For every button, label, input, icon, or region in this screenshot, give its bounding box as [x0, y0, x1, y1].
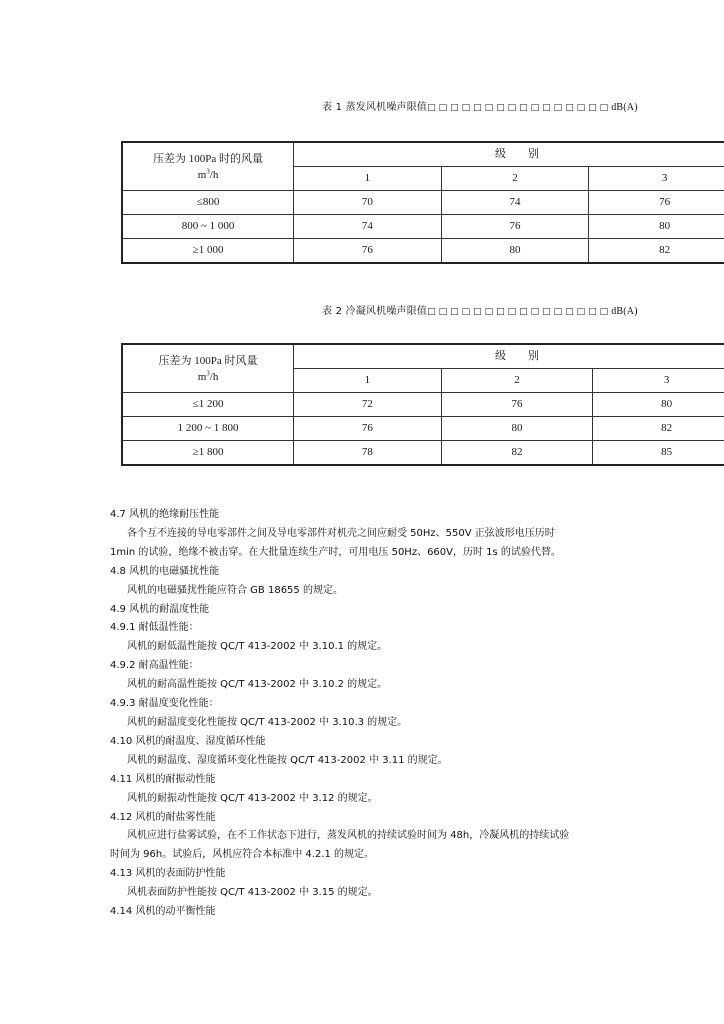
table2-header-flow-line1: 压差为 100Pa 时风量	[158, 354, 258, 367]
cell: 76	[441, 393, 593, 417]
cell: 80	[441, 239, 589, 264]
table1-caption-text: 表 1 蒸发风机噪声限值	[322, 102, 428, 113]
paragraph-line: 风机应进行盐雾试验，在不工作状态下进行，蒸发风机的持续试验时间为 48h，冷凝风机的持续试验	[127, 830, 570, 842]
section-line: 4.9.1 耐低温性能：	[110, 622, 199, 634]
table1-grade-header: 级 别	[294, 142, 724, 167]
paragraph-line: 各个互不连接的导电零部件之间及导电零部件对机壳之间应耐受 50Hz、550V 正弦波形电压历时	[127, 527, 555, 539]
table1-caption	[322, 98, 638, 113]
table2-grade: 1	[294, 369, 442, 393]
table2-header-flow	[122, 344, 294, 393]
section-line: 4.9 风机的耐温度性能	[110, 603, 210, 615]
table-row	[122, 441, 724, 466]
placeholder-boxes: □□□□□□□□□□□□□□□□	[427, 103, 612, 113]
paragraph-line: 风机的电磁骚扰性能应符合 GB 18655 的规定。	[127, 584, 343, 596]
cell: 76	[294, 239, 442, 264]
section-line: 4.9.2 耐高温性能：	[110, 660, 199, 672]
cell: 80	[441, 417, 593, 441]
cell: 82	[589, 239, 724, 264]
cell: 82	[441, 441, 593, 466]
table1-grade: 1	[294, 167, 442, 191]
table2-unit: dB(A)	[611, 306, 638, 317]
cell: 76	[294, 417, 442, 441]
table-row	[122, 215, 724, 239]
row-label: ≤1 200	[122, 393, 294, 417]
row-label: ≥1 000	[122, 239, 294, 264]
cell: 85	[593, 441, 724, 466]
table-row	[122, 417, 724, 441]
section-line: 4.7 风机的绝缘耐压性能	[110, 509, 220, 520]
section-line: 4.10 风机的耐温度、湿度循环性能	[110, 735, 266, 747]
cell: 74	[441, 191, 589, 215]
section-line: 4.9.3 耐温度变化性能：	[110, 698, 219, 710]
row-label: ≥1 800	[122, 441, 294, 466]
table1-header-flow	[122, 142, 294, 191]
table2-grade-header: 级 别	[294, 344, 724, 369]
section-line: 时间为 96h。试验后，风机应符合本标准中 4.2.1 的规定。	[110, 849, 375, 861]
table2-grade: 2	[441, 369, 593, 393]
cell: 70	[294, 191, 442, 215]
cell: 76	[441, 215, 589, 239]
cell: 82	[593, 417, 724, 441]
table2-header-flow-line2: $m^3/h$	[197, 368, 219, 383]
table2-grade: 3	[593, 369, 724, 393]
section-line: 4.8 风机的电磁骚扰性能	[110, 565, 220, 577]
section-line: 4.13 风机的表面防护性能	[110, 868, 226, 880]
table1-header-flow-line2: $m^3/h$	[197, 166, 219, 181]
table2-caption-text: 表 2 冷凝风机噪声限值	[322, 306, 428, 317]
paragraph-line: 风机的耐温度变化性能按 QC/T 413-2002 中 3.10.3 的规定。	[127, 716, 408, 728]
paragraph-line: 风机的耐温度、湿度循环变化性能按 QC/T 413-2002 中 3.11 的规定。	[127, 754, 448, 766]
cell: 80	[593, 393, 724, 417]
section-line: 4.12 风机的耐盐雾性能	[110, 811, 216, 823]
placeholder-boxes: □□□□□□□□□□□□□□□□	[427, 307, 612, 317]
paragraph-line: 风机表面防护性能按 QC/T 413-2002 中 3.15 的规定。	[127, 887, 378, 899]
row-label: ≤800	[122, 191, 294, 215]
table-row	[122, 239, 724, 264]
table1-grade: 2	[441, 167, 589, 191]
section-line: 1min 的试验，绝缘不被击穿。在大批量连续生产时，可用电压 50Hz、660V，历时 1s 的试验代替。	[110, 546, 561, 558]
table1-grade: 3	[589, 167, 724, 191]
section-line: 4.14 风机的动平衡性能	[110, 906, 216, 918]
row-label: 1 200 ~ 1 800	[122, 417, 294, 441]
body-text	[110, 506, 615, 922]
cell: 74	[294, 215, 442, 239]
cell: 76	[589, 191, 724, 215]
table-row	[122, 393, 724, 417]
table2-caption	[322, 302, 638, 317]
cell: 80	[589, 215, 724, 239]
paragraph-line: 风机的耐低温性能按 QC/T 413-2002 中 3.10.1 的规定。	[127, 641, 388, 653]
paragraph-line: 风机的耐振动性能按 QC/T 413-2002 中 3.12 的规定。	[127, 792, 378, 804]
table1-unit: dB(A)	[611, 102, 638, 113]
table1	[121, 141, 724, 264]
row-label: 800 ~ 1 000	[122, 215, 294, 239]
paragraph-line: 风机的耐高温性能按 QC/T 413-2002 中 3.10.2 的规定。	[127, 679, 388, 691]
cell: 72	[294, 393, 442, 417]
table1-header-flow-line1: 压差为 100Pa 时的风量	[153, 152, 264, 165]
table-row	[122, 191, 724, 215]
table2	[121, 343, 724, 466]
cell: 78	[294, 441, 442, 466]
section-line: 4.11 风机的耐振动性能	[110, 773, 216, 785]
